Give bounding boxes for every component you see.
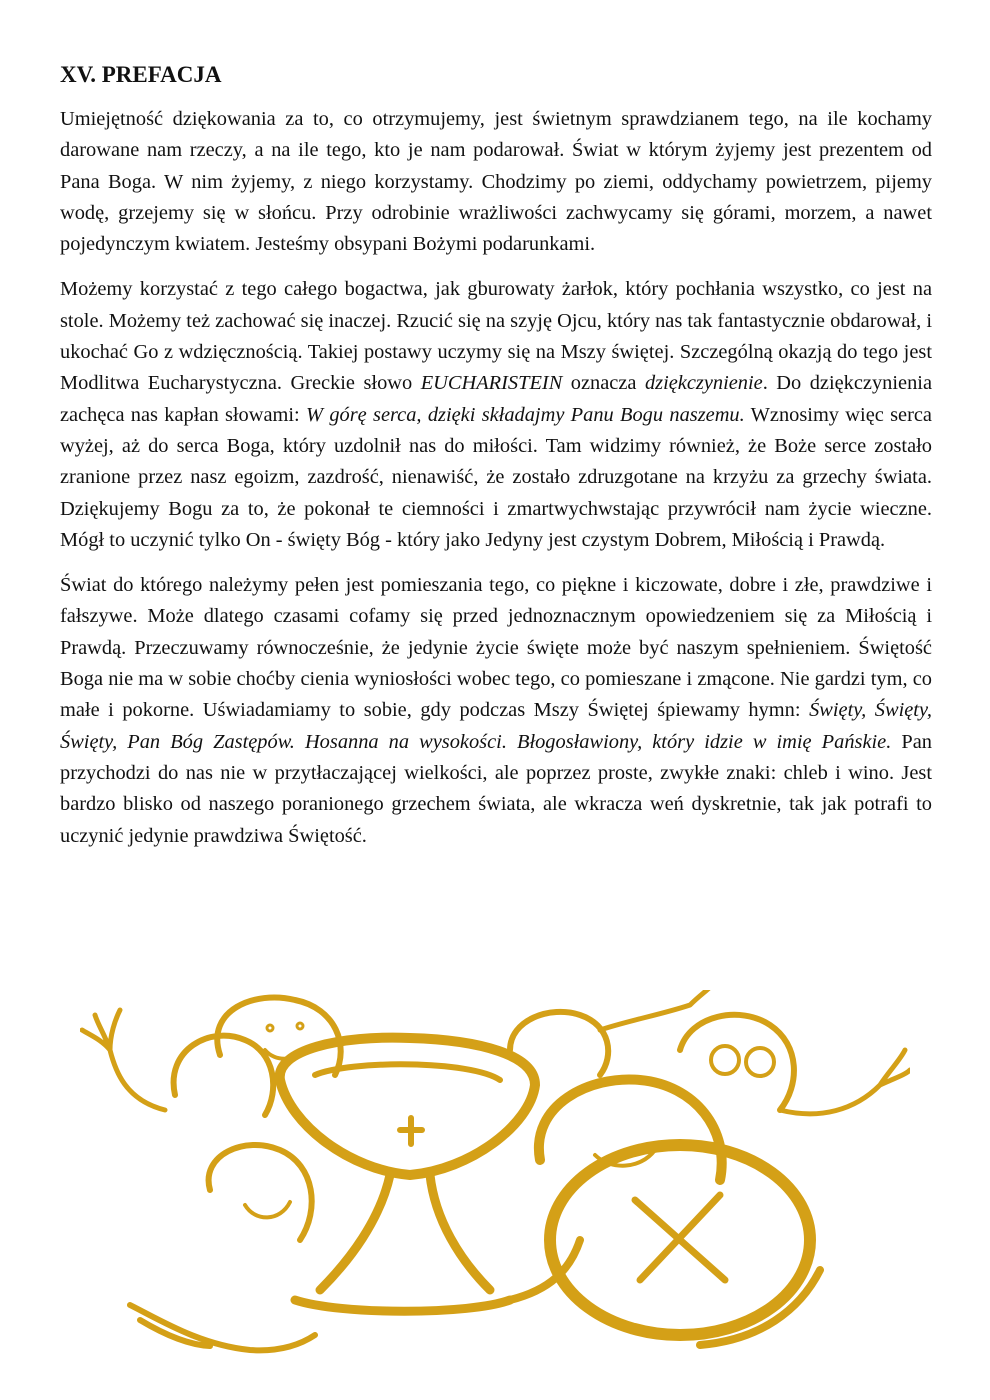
left-bottom-child-smile xyxy=(245,1202,290,1217)
text-run: oznacza xyxy=(562,372,645,395)
chalice-stem xyxy=(320,1175,490,1290)
chalice-children-illustration xyxy=(80,990,910,1390)
bottom-left-hand xyxy=(130,1305,315,1350)
text-run: . Do dziękczynienia zachęca nas kapłan słowami: xyxy=(60,372,932,426)
illustration-drawing xyxy=(80,990,910,1390)
italic-text: dziękczynienie xyxy=(644,372,763,395)
document-body xyxy=(60,58,932,866)
chalice-base xyxy=(295,1300,510,1311)
italic-text: W górę serca, dzięki składajmy Panu Bogu naszemu. xyxy=(306,403,745,426)
left-bottom-child-head xyxy=(209,1145,312,1240)
text-run: Umiejętność dziękowania za to, co otrzymujemy, jest świetnym sprawdzianem tego, na ile kochamy darowane nam rzeczy, a na ile tego, kto je nam podarował. Świat w którym żyjemy jest prezentem od Pana Boga. W nim żyjemy, z niego korzystamy. Chodzimy po ziemi, oddychamy powietrzem, pijemy wodę, grzejemy się w słońcu. Przy odrobinie wrażliwości zachwycamy się górami, morzem, a nawet pojedynczym kwiatem. Jesteśmy obsypani Bożymi podarunkami. xyxy=(60,108,932,256)
paragraph-1 xyxy=(60,104,932,260)
top-boy-eye-left xyxy=(267,1025,273,1031)
chalice-cross xyxy=(400,1118,422,1144)
text-run: Możemy korzystać z tego całego bogactwa, jak gburowaty żarłok, który pochłania wszystko, co jest na stole. Możemy też zachować się inaczej. Rzucić się na szyję Ojcu, który nas tak fantastycznie obdarował, i ukochać Go z wdzięcznością. Takiej postawy uczymy się na Mszy świętej. Szczególną okazją do tego jest Modlitwa Eucharystyczna. Greckie słowo xyxy=(60,278,932,395)
text-run: Pan przychodzi do nas nie w przytłaczającej wielkości, ale poprzez proste, zwykłe znaki: chleb i wino. Jest bardzo blisko od naszego poranionego grzechem świata, ale wkracza weń dyskretnie, tak jak potrafi to uczynić jedynie prawdziwa Świętość. xyxy=(60,730,932,847)
right-child-arm xyxy=(780,1050,910,1114)
paragraph-3 xyxy=(60,570,932,852)
glasses-left xyxy=(711,1046,739,1074)
page-title: XV. PREFACJA xyxy=(60,62,222,87)
glasses-right xyxy=(746,1048,774,1076)
top-boy-eye-right xyxy=(297,1023,303,1029)
text-run: Wznosimy więc serca wyżej, aż do serca Boga, który uzdolnił nas do miłości. Tam widzimy również, że Boże serce zostało zranione przez nasz egoizm, zazdrość, nienawiść, że zostało zdruzgotane na krzyżu za grzechy świata. Dziękujemy Bogu za to, że pokonał te ciemności i zmartwychwstając przywrócił nam życie wieczne. Mógł to uczynić tylko On - święty Bóg - który jako Jedyny jest czystym Dobrem, Miłością i Prawdą. xyxy=(60,403,932,551)
left-child-arm xyxy=(82,1010,165,1110)
illustration-lines xyxy=(82,990,910,1350)
paragraph-2 xyxy=(60,274,932,556)
italic-text: Święty, Święty, Święty, Pan Bóg Zastępów. Hosanna na wysokości. Błogosławiony, który idzie w imię Pańskie. xyxy=(60,699,932,753)
chalice-rim-inner xyxy=(315,1064,500,1080)
host-cross xyxy=(635,1195,725,1280)
chalice-cup xyxy=(280,1038,535,1175)
text-run: Świat do którego należymy pełen jest pomieszania tego, co piękne i kiczowate, dobre i złe, prawdziwe i fałszywe. Może dlatego czasami cofamy się przed jednoznacznym opowiedzeniem się za Miłością i Prawdą. Przeczuwamy równocześnie, że jedynie życie święte może być naszym spełnieniem. Świętość Boga nie ma w sobie choćby cienia wyniosłości wobec tego, co pomieszane i zmącone. Nie gardzi tym, co małe i pokorne. Uświadamiamy to sobie, gdy podczas Mszy Świętej śpiewamy hymn: xyxy=(60,574,932,722)
italic-text: EUCHARISTEIN xyxy=(420,372,563,395)
left-child-head xyxy=(174,1036,274,1115)
